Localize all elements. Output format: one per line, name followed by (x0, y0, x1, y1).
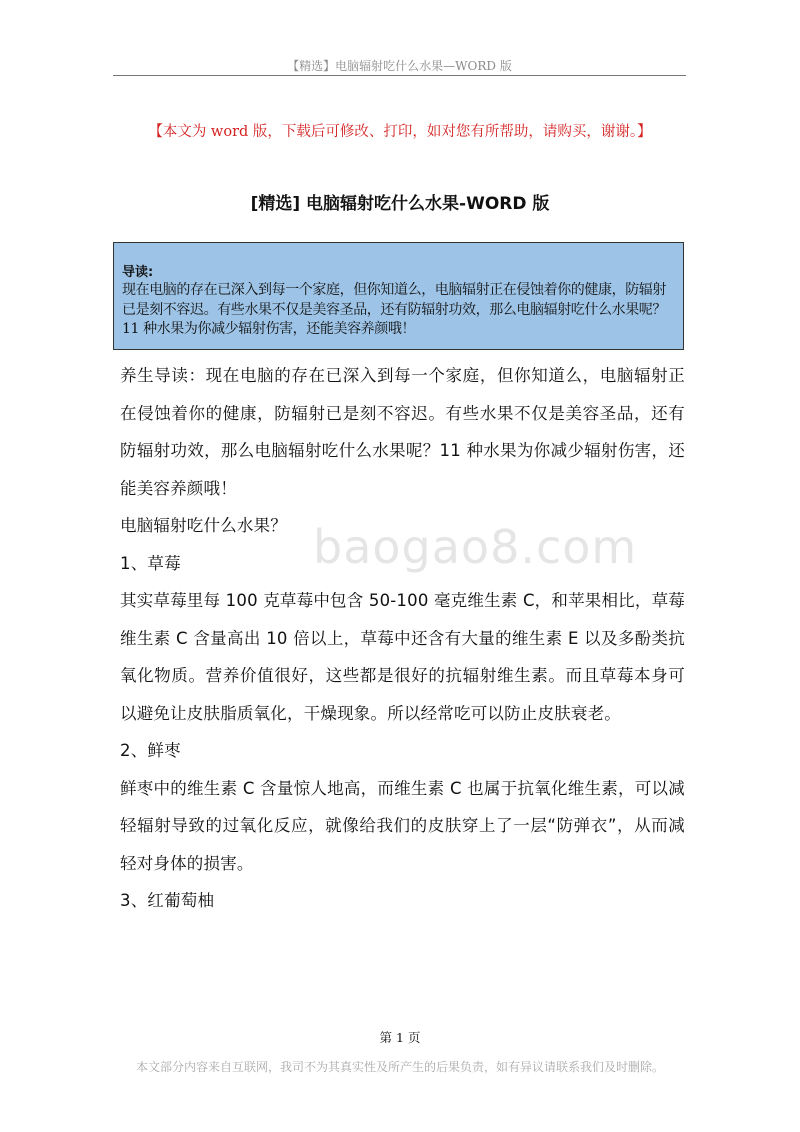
running-header: 【精选】电脑辐射吃什么水果—WORD 版 (287, 59, 512, 73)
paragraph: 鲜枣中的维生素 C 含量惊人地高，而维生素 C 也属于抗氧化维生素，可以减轻辐射导致的过氧化反应，就像给我们的皮肤穿上了一层“防弹衣”，从而减轻对身体的损害。 (120, 778, 685, 873)
intro-box (113, 242, 684, 350)
section-heading-grapefruit: 3、红葡萄柚 (120, 891, 215, 910)
intro-text: 现在电脑的存在已深入到每一个家庭，但你知道么，电脑辐射正在侵蚀着你的健康，防辐射已是刻不容迟。有些水果不仅是美容圣品，还有防辐射功效，那么电脑辐射吃什么水果呢？11 种水果为你减少辐射伤害，还能美容养颜哦！ (122, 282, 666, 337)
header-divider (113, 75, 686, 76)
purchase-notice: 【本文为 word 版，下载后可修改、打印，如对您有所帮助，请购买，谢谢。】 (148, 124, 652, 140)
page-number: 第 1 页 (379, 1030, 421, 1045)
footer-disclaimer: 本文部分内容来自互联网，我司不为其真实性及所产生的后果负责，如有异议请联系我们及时删除。 (135, 1060, 664, 1074)
paragraph: 其实草莓里每 100 克草莓中包含 50-100 毫克维生素 C，和苹果相比，草莓维生素 C 含量高出 10 倍以上，草莓中还含有大量的维生素 E 以及多酚类抗氧化物质。营养价值很好，这些都是很好的抗辐射维生素。而且草莓本身可以避免让皮肤脂质氧化，干燥现象。所以经常吃可以防止皮肤衰老。 (120, 591, 685, 723)
section-heading-strawberry: 1、草莓 (120, 553, 181, 573)
section-heading-jujube: 2、鲜枣 (120, 741, 181, 760)
document-title: [精选] 电脑辐射吃什么水果-WORD 版 (250, 194, 550, 214)
paragraph: 养生导读：现在电脑的存在已深入到每一个家庭，但你知道么，电脑辐射正在侵蚀着你的健康，防辐射已是刻不容迟。有些水果不仅是美容圣品，还有防辐射功效，那么电脑辐射吃什么水果呢？11 种水果为你减少辐射伤害，还能美容养颜哦！ (120, 366, 685, 498)
body-content (120, 357, 685, 920)
watermark: baogao8.com (313, 520, 638, 574)
section-question: 电脑辐射吃什么水果？ (120, 516, 287, 535)
intro-label: 导读: (122, 265, 154, 280)
